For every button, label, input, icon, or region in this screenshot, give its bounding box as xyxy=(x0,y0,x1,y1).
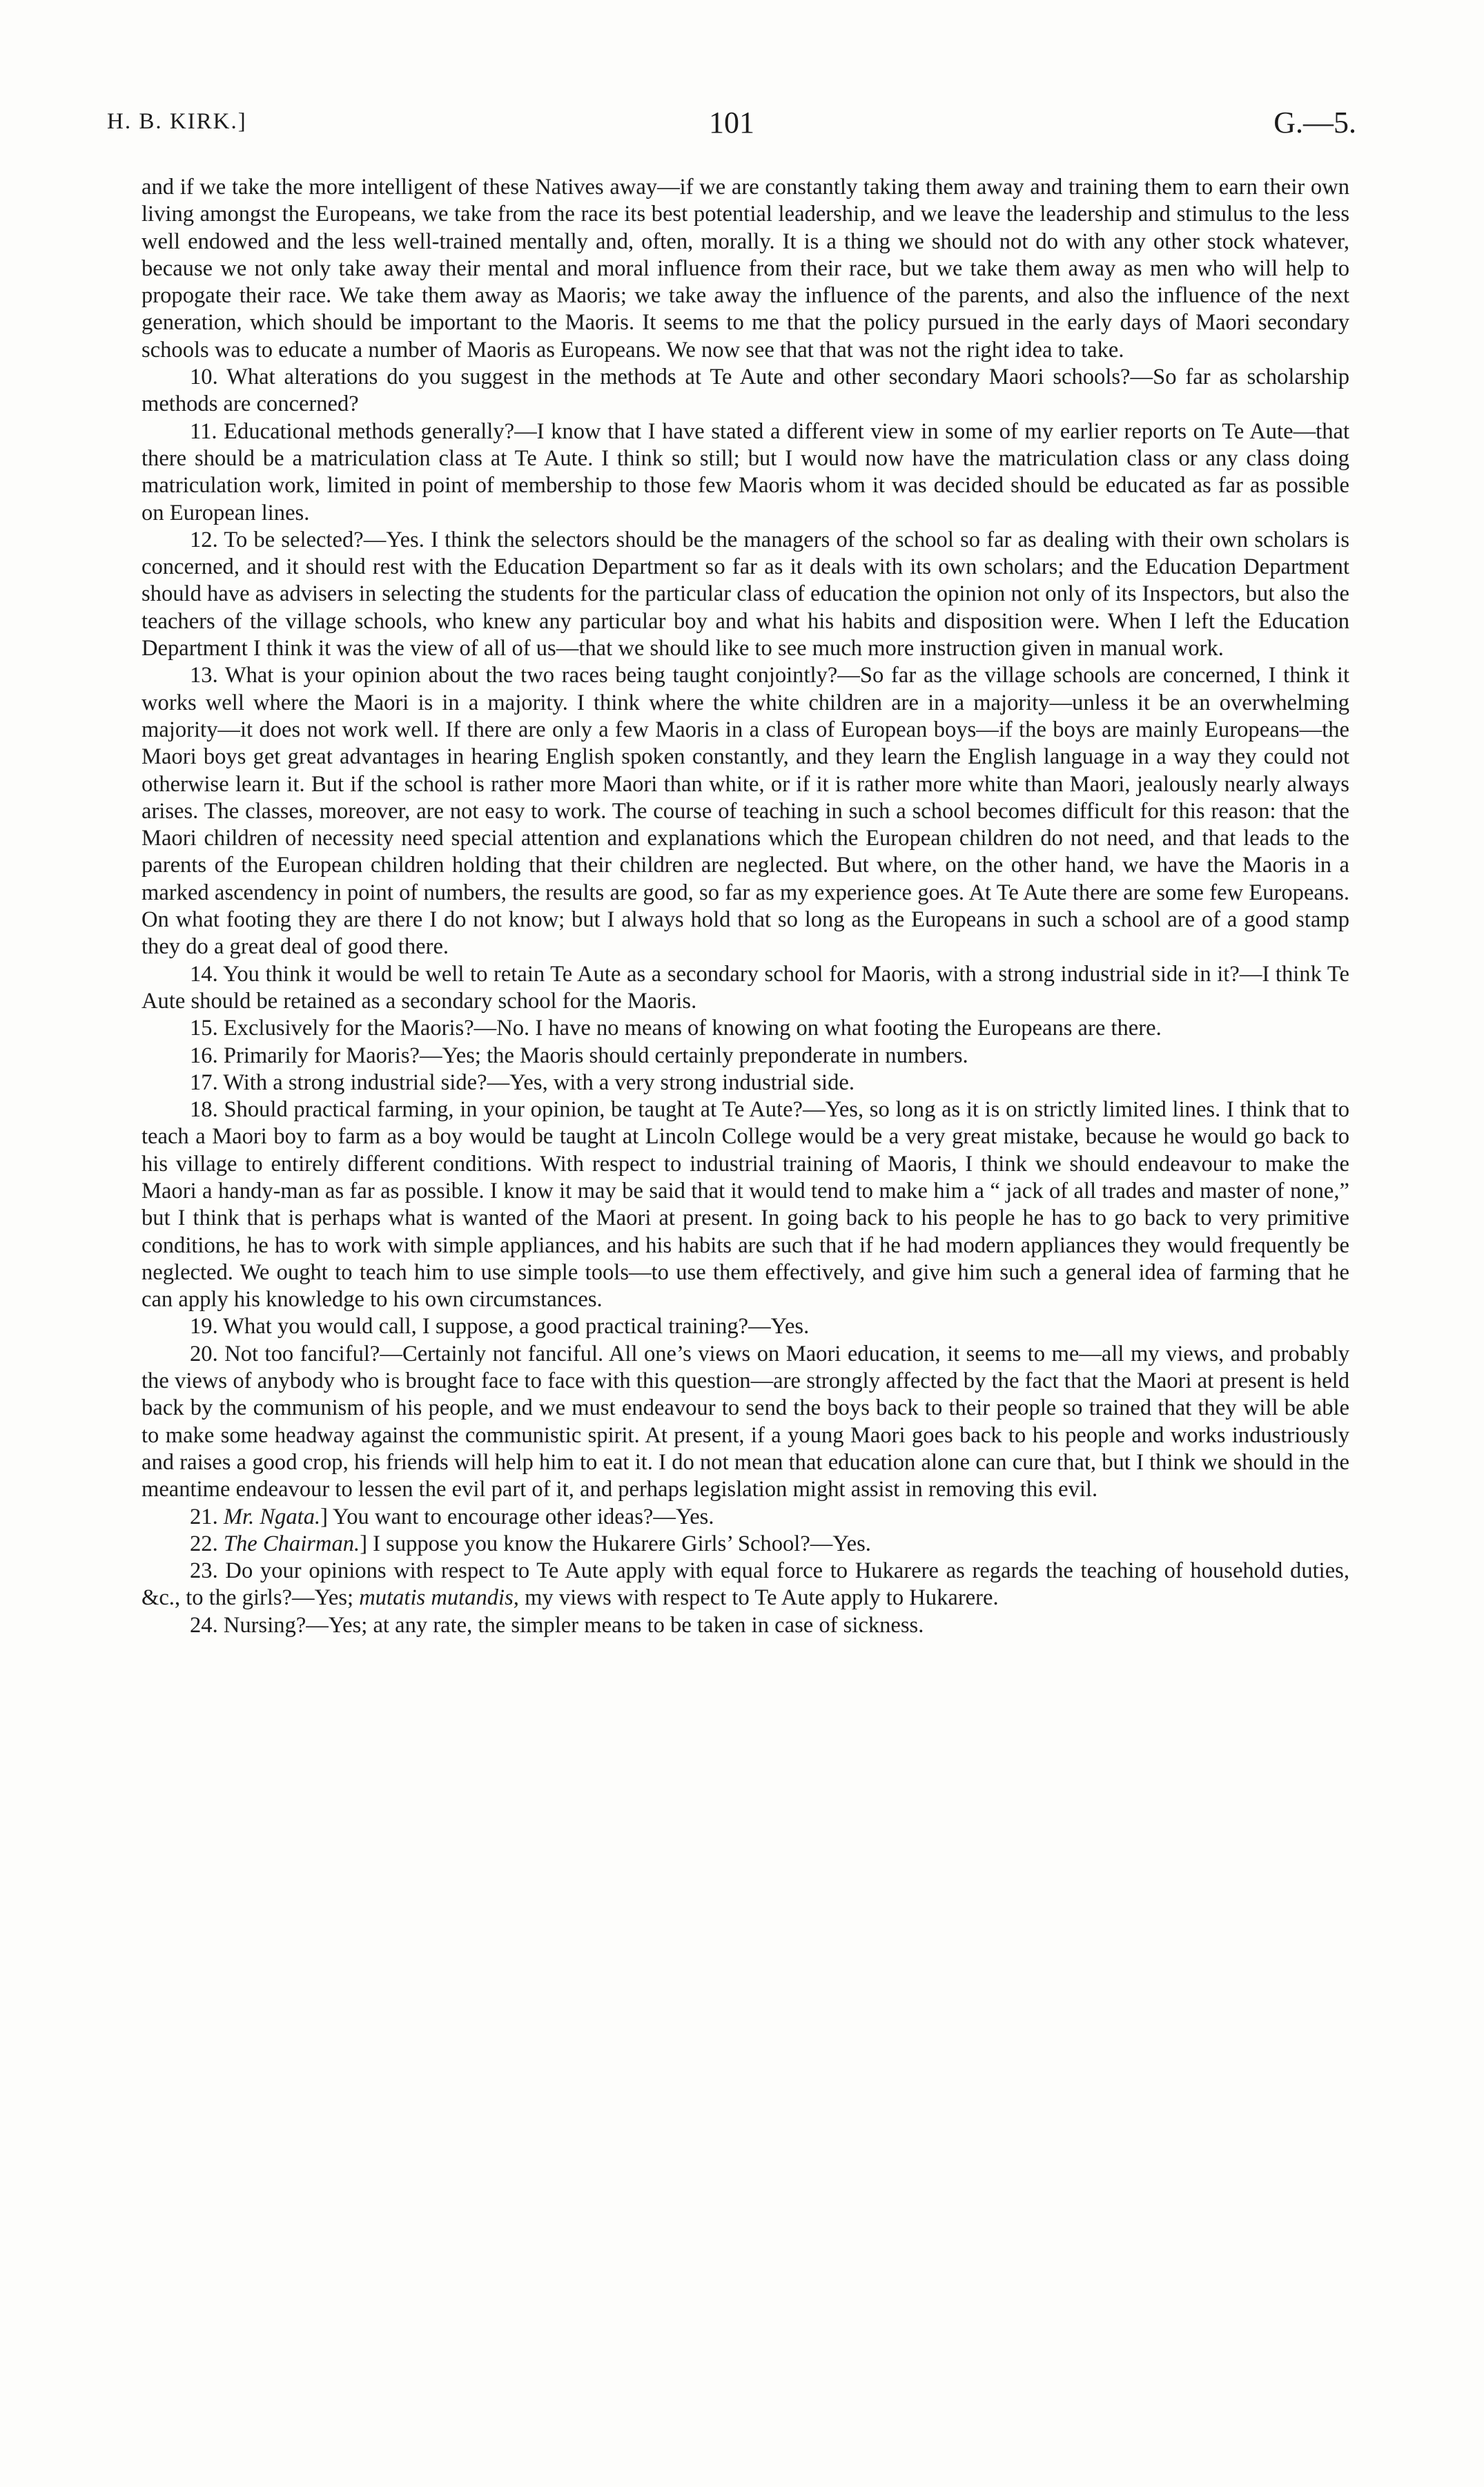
question-number: 21. xyxy=(190,1504,224,1529)
question-text: 23. Do your opinions with respect to Te Aute apply with equal force to Hukarere as regards the teaching of household duties, &c., to the girls?—Yes; xyxy=(141,1558,1349,1611)
page-number: 101 xyxy=(709,106,754,139)
witness-name: H. B. KIRK.] xyxy=(107,109,247,134)
question-text: ] I suppose you know the Hukarere Girls’ School?—Yes. xyxy=(360,1531,871,1556)
question-number: 22. xyxy=(190,1531,224,1556)
question-20: 20. Not too fanciful?—Certainly not fanciful. All one’s views on Maori education, it seems to me—all my views, and probably the views of anybody who is brought face to face with this question—are strongly affected by the fact that the Maori at present is held back by the communism of his people, and we must endeavour to send the boys back to their people so trained that they will be able to make some headway against the communistic spirit. At present, if a young Maori goes back to his people and works industriously and raises a good crop, his friends will help him to eat it. I do not mean that education alone can cure that, but I think we should in the meantime endeavour to lessen the evil part of it, and perhaps legislation might assist in removing this evil. xyxy=(141,1341,1349,1502)
paragraph-continuation: and if we take the more intelligent of these Natives away—if we are constantly taking them away and training them to earn their own living amongst the Europeans, we take from the race its best potential leadership, and we leave the leadership and stimulus to the less well endowed and the less well-trained mentally and, often, morally. It is a thing we should not do with any other stock whatever, because we not only take away their mental and moral influence from their race, but we take them away as men who will help to propogate their race. We take them away as Maoris; we take away the influence of the parents, and also the influence of the next generation, which should be important to the Maoris. It seems to me that the policy pursued in the early days of Maori secondary schools was to educate a number of Maoris as Europeans. We now see that that was not the right idea to take. xyxy=(141,175,1349,362)
question-text: ] You want to encourage other ideas?—Yes. xyxy=(320,1504,714,1529)
question-19: 19. What you would call, I suppose, a good practical training?—Yes. xyxy=(190,1314,810,1339)
question-18: 18. Should practical farming, in your opinion, be taught at Te Aute?—Yes, so long as it is on strictly limited lines. I think that to teach a Maori boy to farm as a boy would be taught at Lincoln College would be a very great mistake, because he would go back to his village to entirely different conditions. With respect to industrial training of Maoris, I think we should endeavour to make the Maori a handy-man as far as possible. I know it may be said that it would tend to make him a “ jack of all trades and master of none,” but I think that is perhaps what is wanted of the Maori at present. In going back to his people he has to go back to very primitive conditions, he has to work with simple appliances, and his habits are such that if he had modern appliances they would frequently be neglected. We ought to teach him to use simple tools—to use them effectively, and give him such a general idea of farming that he can apply his knowledge to his own circumstances. xyxy=(141,1097,1349,1313)
evidence-text xyxy=(141,174,1349,1639)
question-16: 16. Primarily for Maoris?—Yes; the Maoris should certainly preponderate in numbers. xyxy=(190,1043,968,1068)
question-21 xyxy=(141,1504,1349,1531)
speaker-name: The Chairman. xyxy=(223,1531,360,1556)
running-head xyxy=(107,105,1356,146)
question-11: 11. Educational methods generally?—I know that I have stated a different view in some of my earlier reports on Te Aute—that there should be a matriculation class at Te Aute. I think so still; but I would now have the matriculation class or any class doing matriculation work, limited in point of membership to those few Maoris whom it was decided should be educated as far as possible on European lines. xyxy=(141,418,1349,525)
question-10: 10. What alterations do you suggest in the methods at Te Aute and other secondary Maori schools?—So far as scholarship methods are concerned? xyxy=(141,365,1349,417)
question-23 xyxy=(141,1558,1349,1612)
question-17: 17. With a strong industrial side?—Yes, with a very strong industrial side. xyxy=(190,1070,855,1095)
question-12: 12. To be selected?—Yes. I think the selectors should be the managers of the school so far as dealing with their own scholars is concerned, and it should rest with the Education Department so far as it deals with its own scholars; and the Education Department should have as advisers in selecting the students for the particular class of education the opinion not only of its Inspectors, but also the teachers of the village schools, who knew any particular boy and what his habits and disposition were. When I left the Education Department I think it was the view of all of us—that we should like to see much more instruction given in manual work. xyxy=(141,527,1349,661)
question-13: 13. What is your opinion about the two races being taught conjointly?—So far as the village schools are concerned, I think it works well where the Maori is in a majority. I think where the white children are in a majority—unless it be an overwhelming majority—it does not work well. If there are only a few Maoris in a class of European boys—if the boys are mainly Europeans—the Maori boys get great advantages in hearing English spoken constantly, and they learn the English language in a way they could not otherwise learn it. But if the school is rather more Maori than white, or if it is rather more white than Maori, jealously nearly always arises. The classes, moreover, are not easy to work. The course of teaching in such a school becomes difficult for this reason: that the Maori children of necessity need special attention and explanations which the European children do not need, and that leads to the parents of the European children holding that their children are neglected. But where, on the other hand, we have the Maoris in a marked ascendency in point of numbers, the results are good, so far as my experience goes. At Te Aute there are some few Europeans. On what footing they are there I do not know; but I always hold that so long as the Europeans in such a school are of a good stamp they do a great deal of good there. xyxy=(141,663,1349,960)
latin-phrase: mutatis mutandis, xyxy=(359,1585,519,1611)
question-text-after: my views with respect to Te Aute apply to Hukarere. xyxy=(518,1585,999,1611)
speaker-name: Mr. Ngata. xyxy=(223,1504,321,1529)
question-22 xyxy=(141,1531,1349,1558)
paper-reference: G.—5. xyxy=(1273,106,1356,139)
question-15: 15. Exclusively for the Maoris?—No. I have no means of knowing on what footing the Europeans are there. xyxy=(190,1016,1162,1041)
question-24: 24. Nursing?—Yes; at any rate, the simpler means to be taken in case of sickness. xyxy=(190,1612,924,1638)
question-14: 14. You think it would be well to retain Te Aute as a secondary school for Maoris, with a strong industrial side in it?—I think Te Aute should be retained as a secondary school for the Maoris. xyxy=(141,961,1349,1014)
